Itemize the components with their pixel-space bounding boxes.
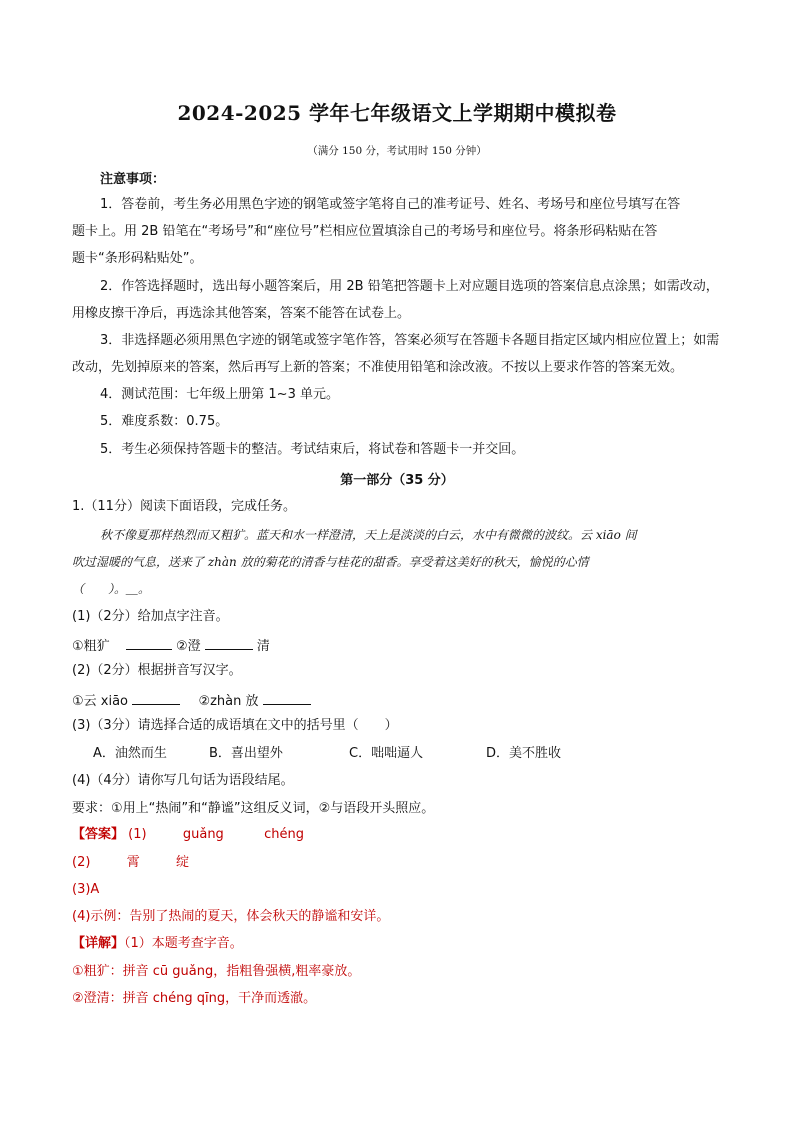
passage-line: 秋不像夏那样热烈而又粗犷。蓝天和水一样澄清，天上是淡淡的白云，水中有微微的波纹。云 xiāo 间 <box>100 528 637 542</box>
answer-row-3: (3)A <box>72 882 100 897</box>
option-d: D．美不胜收 <box>486 746 562 761</box>
option-a: A．油然而生 <box>93 746 167 761</box>
passage-line: 吹过湿暖的气息，送来了 zhàn 放的菊花的清香与桂花的甜香。享受着这美好的秋天，愉悦的心情 <box>72 555 589 569</box>
notes-line: 改动，先划掉原来的答案，然后再写上新的答案；不准使用铅笔和涂改液。不按以上要求作答的答案无效。 <box>72 360 684 375</box>
question-stem: 1.（11分）阅读下面语段，完成任务。 <box>72 499 296 514</box>
notes-line: 4．测试范围：七年级上册第 1~3 单元。 <box>100 387 339 402</box>
passage-line: （ ）。＿。 <box>72 582 151 596</box>
answer-blank[interactable] <box>263 690 311 705</box>
item-cuguang: ①粗犷 <box>72 639 110 654</box>
detail-label: 【详解】 <box>72 936 125 951</box>
notes-heading: 注意事项： <box>100 172 166 187</box>
option-c: C．咄咄逼人 <box>349 746 424 761</box>
notes-line: 用橡皮擦干净后，再选涂其他答案，答案不能答在试卷上。 <box>72 306 411 321</box>
item-cheng: ②澄 <box>175 639 201 654</box>
char-answer: 霄 <box>126 855 140 870</box>
answer-row-2: (2) 霄 绽 <box>72 855 190 870</box>
char-answer: 绽 <box>176 855 190 870</box>
detail-row-1: 【详解】（1）本题考查字音。 <box>72 936 243 951</box>
subquestion-1-items <box>72 635 270 656</box>
detail-row-3: ②澄清：拼音 chéng qīng，干净而透澈。 <box>72 991 317 1006</box>
notes-line: 5．难度系数：0.75。 <box>100 414 229 429</box>
answer-blank[interactable] <box>132 690 180 705</box>
answer-label: 【答案】 <box>72 827 125 842</box>
notes-line: 2．作答选择题时，选出每小题答案后，用 2B 铅笔把答题卡上对应题目选项的答案信息点涂黑；如需改动， <box>100 279 719 294</box>
page-subtitle: （满分 150 分，考试用时 150 分钟） <box>307 145 487 157</box>
item-qing: 清 <box>256 639 270 654</box>
item-xiao: ①云 xiāo <box>72 694 129 709</box>
notes-line: 1．答卷前，考生务必用黑色字迹的钢笔或签字笔将自己的准考证号、姓名、考场号和座位号填写在答 <box>100 197 681 212</box>
requirement: 要求：①用上“热闹”和“静谧”这组反义词，②与语段开头照应。 <box>72 801 435 816</box>
subquestion-2: (2)（2分）根据拼音写汉字。 <box>72 663 242 678</box>
subquestion-2-items <box>72 690 311 711</box>
option-b: B．喜出望外 <box>209 746 283 761</box>
answer-blank[interactable] <box>126 635 172 650</box>
pinyin-answer: guǎng <box>182 827 224 842</box>
notes-line: 5．考生必须保持答题卡的整洁。考试结束后，将试卷和答题卡一并交回。 <box>100 442 525 457</box>
pinyin-answer: chéng <box>264 827 304 842</box>
answer-blank[interactable] <box>205 635 253 650</box>
detail-row-2: ①粗犷：拼音 cū guǎng，指粗鲁强横,粗率豪放。 <box>72 964 361 979</box>
subquestion-4: (4)（4分）请你写几句话为语段结尾。 <box>72 773 294 788</box>
answer-row-1: 【答案】 (1) guǎng chéng <box>72 827 304 842</box>
notes-line: 题卡上。用 2B 铅笔在“考场号”和“座位号”栏相应位置填涂自己的考场号和座位号。将条形码粘贴在答 <box>72 224 658 239</box>
notes-line: 3．非选择题必须用黑色字迹的钢笔或签字笔作答，答案必须写在答题卡各题目指定区域内相应位置上；如需 <box>100 333 720 348</box>
part-heading: 第一部分（35 分） <box>340 473 454 488</box>
subquestion-3: (3)（3分）请选择合适的成语填在文中的括号里（ ） <box>72 718 398 733</box>
answer-row-4: (4)示例：告别了热闹的夏天，体会秋天的静谧和安详。 <box>72 909 390 924</box>
notes-line: 题卡“条形码粘贴处”。 <box>72 251 203 266</box>
page-title: 2024-2025 学年七年级语文上学期期中模拟卷 <box>177 101 617 125</box>
subquestion-1: (1)（2分）给加点字注音。 <box>72 609 229 624</box>
item-zhan: ②zhàn 放 <box>198 694 259 709</box>
